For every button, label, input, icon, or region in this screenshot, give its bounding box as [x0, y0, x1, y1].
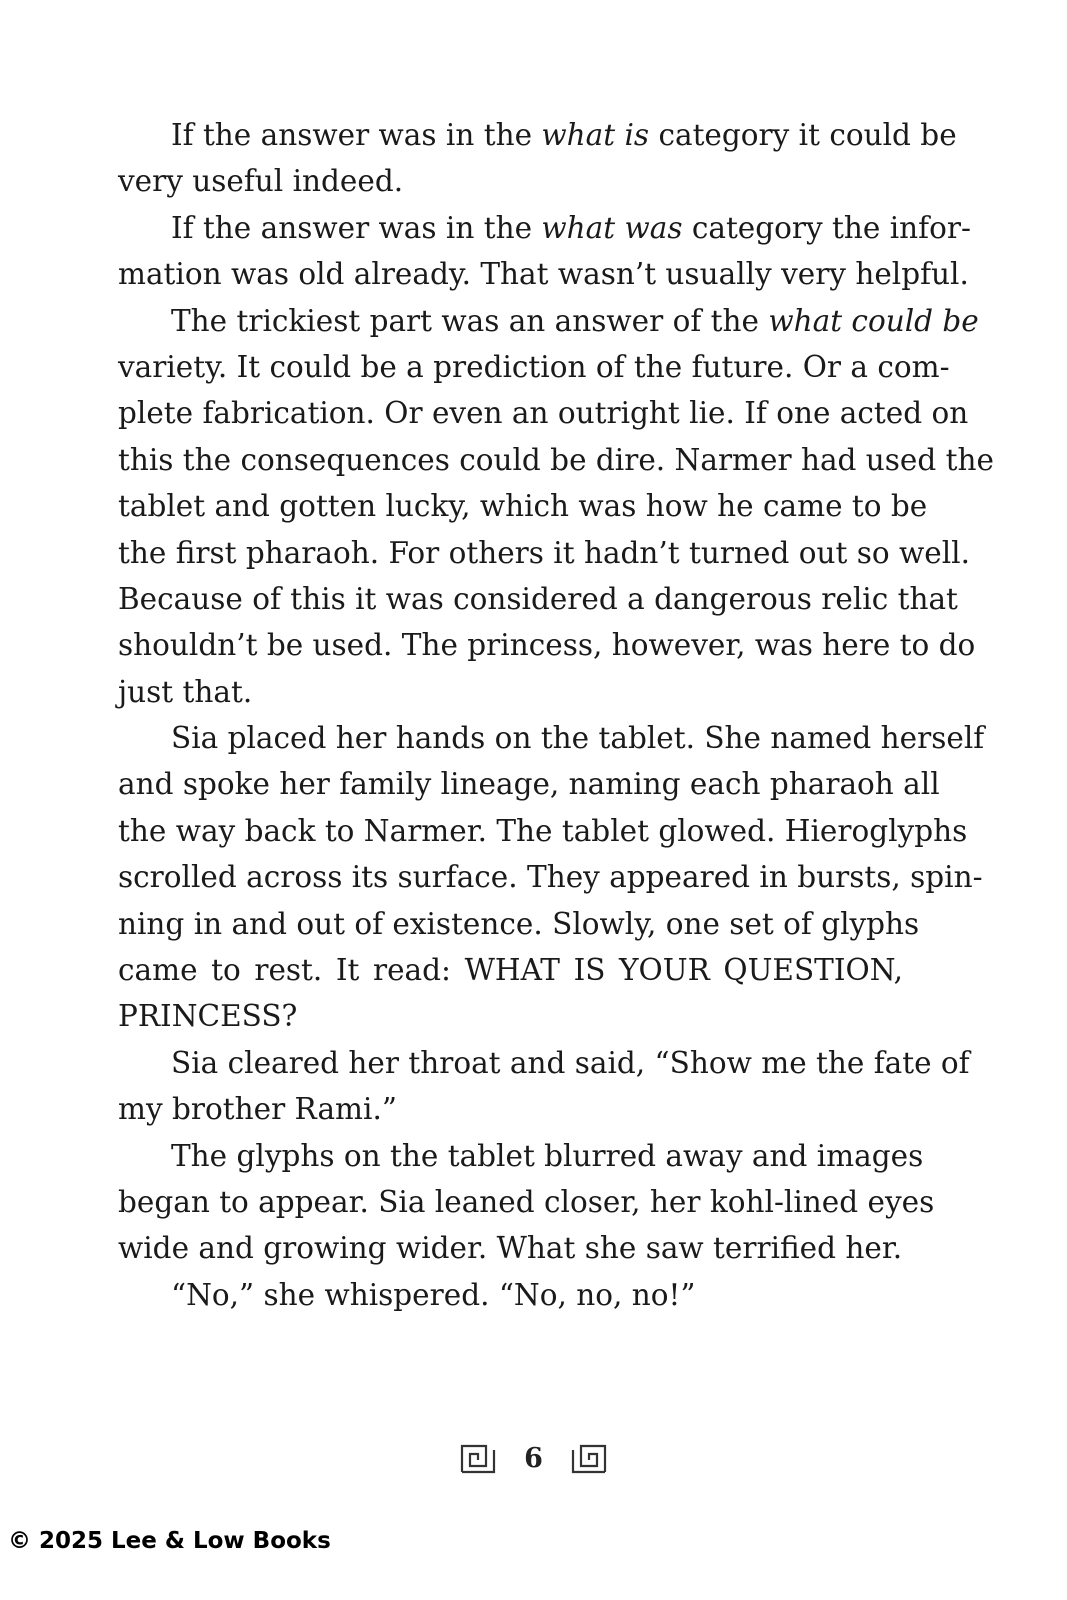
text-line: Sia cleared her throat and said, “Show me the fate of — [171, 1045, 970, 1080]
text-line: mation was old already. That wasn’t usually very helpful. — [118, 257, 969, 292]
paragraph — [118, 715, 985, 1040]
text-line: The trickiest part was an answer of the what could be — [171, 303, 979, 338]
text-line: tablet and gotten lucky, which was how he came to be — [118, 489, 928, 524]
text-line: Because of this it was considered a dangerous relic that — [118, 581, 958, 616]
paragraph — [118, 1272, 903, 1318]
text-line: began to appear. Sia leaned closer, her kohl-lined eyes — [118, 1184, 935, 1219]
copyright-notice: © 2025 Lee & Low Books — [8, 1528, 331, 1554]
italic-phrase: what is — [541, 118, 650, 152]
greek-key-left-icon — [460, 1444, 496, 1474]
text-line: Sia placed her hands on the tablet. She named herself — [171, 721, 985, 756]
greek-key-right-icon — [571, 1444, 607, 1474]
text-line: plete fabrication. Or even an outright lie. If one acted on — [118, 396, 969, 431]
italic-phrase: what was — [541, 210, 683, 245]
text-line: very useful indeed. — [118, 164, 404, 199]
body-text — [118, 112, 994, 1318]
italic-phrase: what could be — [768, 303, 979, 338]
text-line: The glyphs on the tablet blurred away and images — [171, 1138, 924, 1173]
text-line: just that. — [118, 674, 253, 709]
text-line: scrolled across its surface. They appeared in bursts, spin- — [118, 860, 983, 895]
text-line: my brother Rami.” — [118, 1092, 397, 1127]
text-line: PRINCESS? — [118, 999, 298, 1034]
text-line: shouldn’t be used. The princess, however, was here to do — [118, 628, 976, 663]
text-line: “No,” she whispered. “No, no, no!” — [171, 1277, 696, 1312]
page-folio — [0, 1444, 1067, 1474]
page-number: 6 — [524, 1443, 543, 1474]
text-line: wide and growing wider. What she saw terrified her. — [118, 1231, 903, 1266]
text-line: this the consequences could be dire. Narmer had used the — [118, 442, 994, 477]
text-line: the first pharaoh. For others it hadn’t turned out so well. — [118, 535, 970, 570]
text-line: came to rest. It read: WHAT IS YOUR QUESTION, — [118, 953, 903, 988]
paragraph — [118, 1040, 970, 1133]
paragraph — [118, 298, 994, 716]
text-line: If the answer was in the what was category the infor- — [171, 210, 971, 245]
text-line: If the answer was in the what is category it could be — [171, 118, 957, 152]
paragraph — [118, 112, 957, 205]
text-line: and spoke her family lineage, naming each pharaoh all — [118, 767, 940, 802]
text-line: ning in and out of existence. Slowly, one set of glyphs — [118, 906, 920, 941]
text-line: variety. It could be a prediction of the future. Or a com- — [118, 349, 950, 384]
paragraph — [118, 205, 971, 298]
text-line: the way back to Narmer. The tablet glowed. Hieroglyphs — [118, 813, 968, 848]
paragraph — [118, 1133, 935, 1272]
